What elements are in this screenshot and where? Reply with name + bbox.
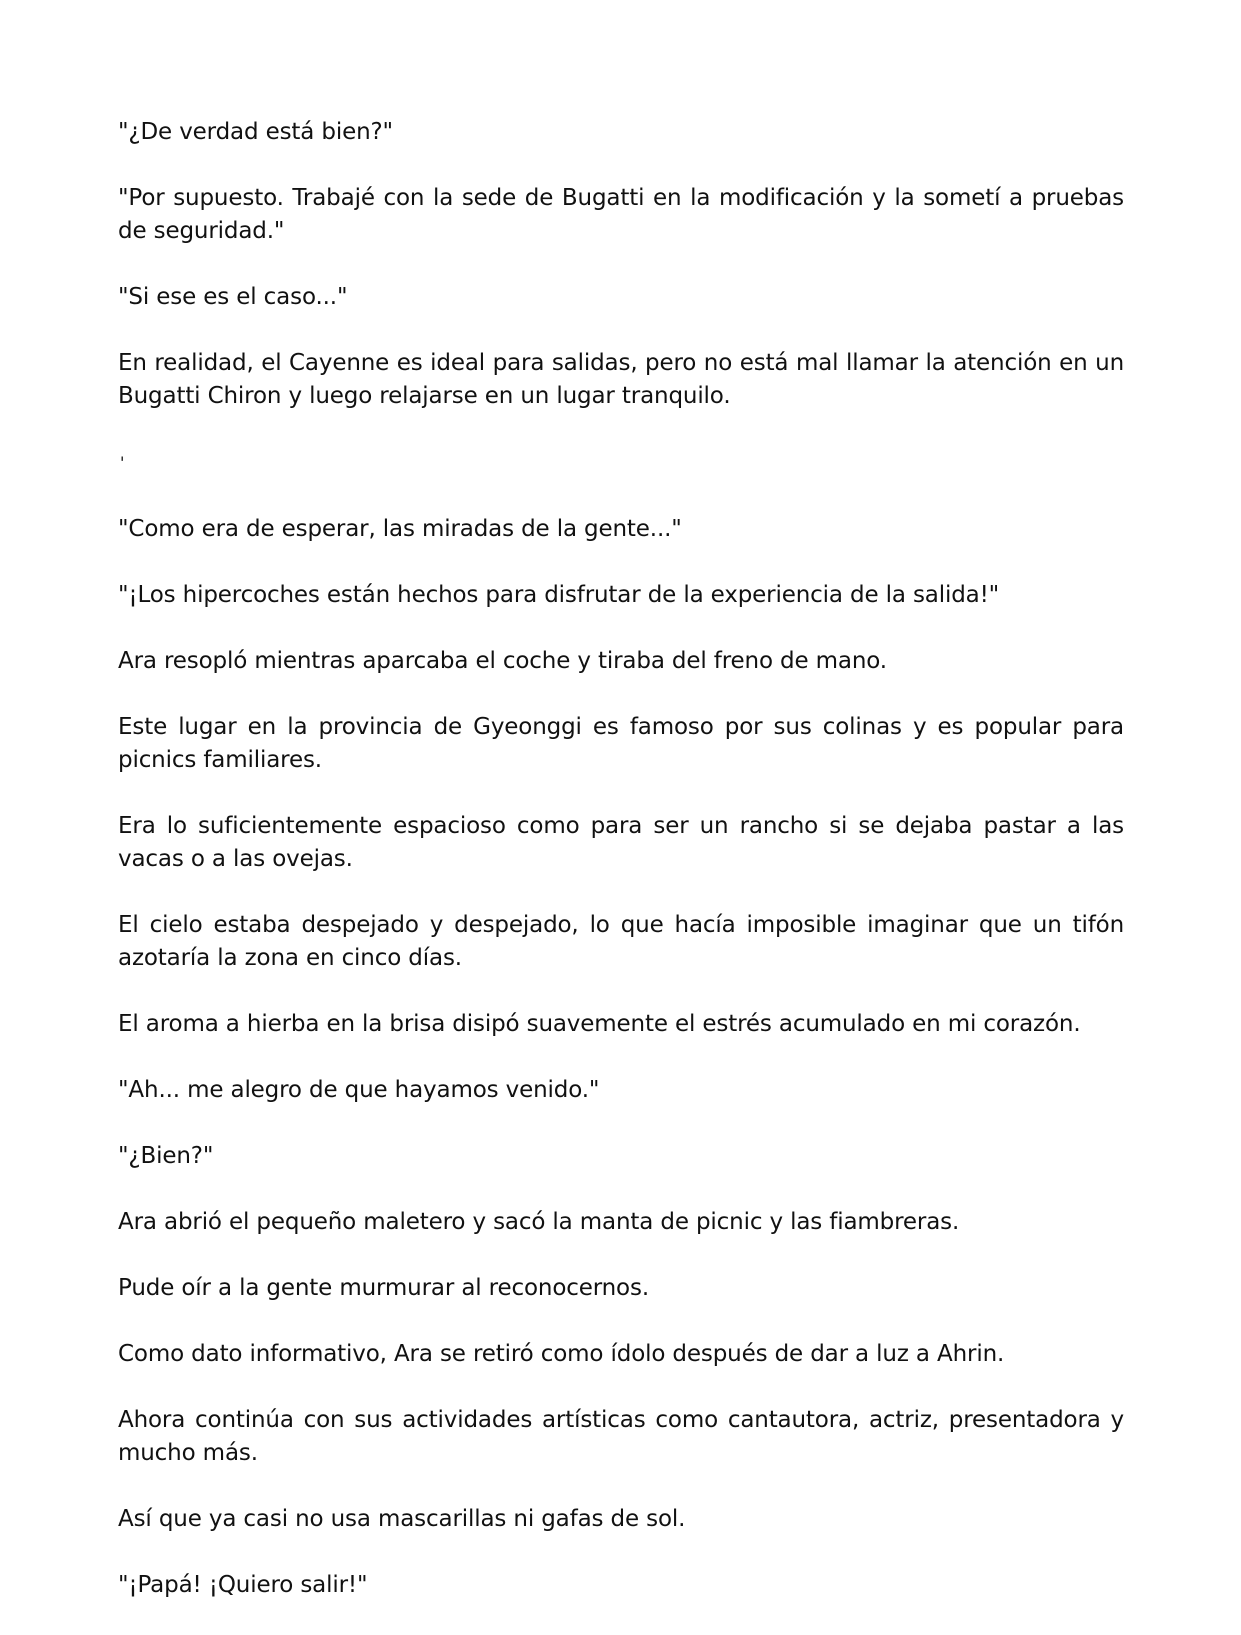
paragraph-4: En realidad, el Cayenne es ideal para salidas, pero no está mal llamar la atención en un Bugatti Chiron y luego relajarse en un lugar tranquilo. bbox=[118, 350, 1124, 409]
paragraph-14: Ara abrió el pequeño maletero y sacó la manta de picnic y las fiambreras. bbox=[118, 1209, 960, 1235]
document-body bbox=[118, 116, 1124, 1635]
paragraph-8: Este lugar en la provincia de Gyeonggi es famoso por sus colinas y es popular para picnics familiares. bbox=[118, 714, 1124, 773]
paragraph-3: "Si ese es el caso..." bbox=[118, 284, 348, 310]
paragraph-2: "Por supuesto. Trabajé con la sede de Bugatti en la modificación y la sometí a pruebas de seguridad." bbox=[118, 185, 1124, 244]
paragraph-19: "¡Papá! ¡Quiero salir!" bbox=[118, 1572, 368, 1598]
paragraph-7: Ara resopló mientras aparcaba el coche y tiraba del freno de mano. bbox=[118, 648, 887, 674]
paragraph-11: El aroma a hierba en la brisa disipó suavemente el estrés acumulado en mi corazón. bbox=[118, 1011, 1081, 1037]
paragraph-15: Pude oír a la gente murmurar al reconocernos. bbox=[118, 1275, 649, 1301]
paragraph-18: Así que ya casi no usa mascarillas ni gafas de sol. bbox=[118, 1506, 686, 1532]
stray-apostrophe-mark: ' bbox=[120, 453, 125, 472]
paragraph-16: Como dato informativo, Ara se retiró como ídolo después de dar a luz a Ahrin. bbox=[118, 1341, 1005, 1367]
paragraph-1: "¿De verdad está bien?" bbox=[118, 119, 393, 145]
paragraph-17: Ahora continúa con sus actividades artísticas como cantautora, actriz, presentadora y mucho más. bbox=[118, 1407, 1124, 1466]
paragraph-10: El cielo estaba despejado y despejado, lo que hacía imposible imaginar que un tifón azotaría la zona en cinco días. bbox=[118, 912, 1124, 971]
paragraph-13: "¿Bien?" bbox=[118, 1143, 214, 1169]
paragraph-9: Era lo suficientemente espacioso como para ser un rancho si se dejaba pastar a las vacas o a las ovejas. bbox=[118, 813, 1124, 872]
paragraph-5: "Como era de esperar, las miradas de la gente..." bbox=[118, 516, 682, 542]
paragraph-12: "Ah... me alegro de que hayamos venido." bbox=[118, 1077, 600, 1103]
paragraph-6: "¡Los hipercoches están hechos para disfrutar de la experiencia de la salida!" bbox=[118, 582, 1000, 608]
